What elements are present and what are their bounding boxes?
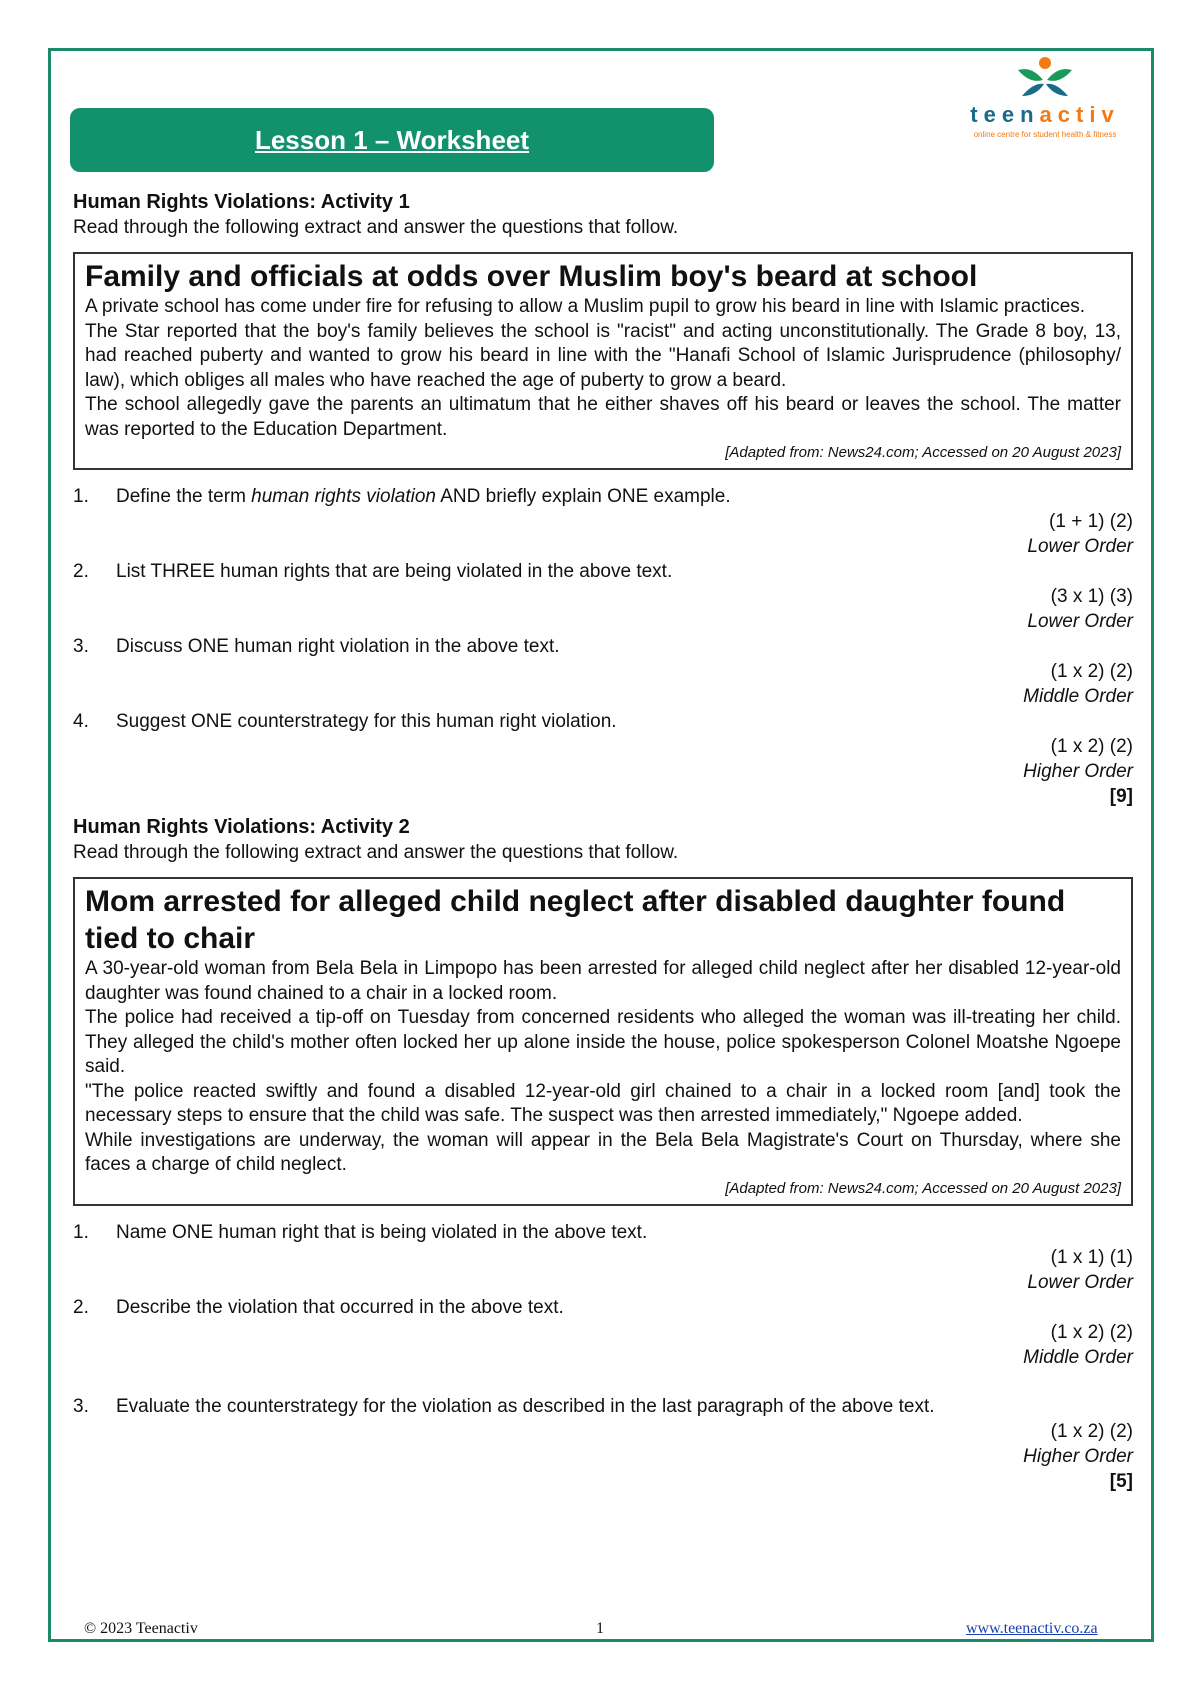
teenactiv-logo bbox=[944, 56, 1146, 139]
question-marks: (1 x 2) (2) bbox=[1050, 736, 1133, 757]
activity-2-title: Human Rights Violations: Activity 2 bbox=[73, 816, 410, 838]
question-marks: (3 x 1) (3) bbox=[1050, 586, 1133, 607]
extract-2-source: [Adapted from: News24.com; Accessed on 20 August 2023] bbox=[725, 1179, 1121, 1197]
lesson-title: Lesson 1 – Worksheet bbox=[254, 124, 530, 155]
question-order: Lower Order bbox=[1027, 536, 1133, 557]
footer-website-link[interactable]: www.teenactiv.co.za bbox=[966, 1620, 1098, 1637]
extract-2-headline: Mom arrested for alleged child neglect after disabled daughter found tied to chair bbox=[85, 885, 1066, 955]
question-order: Middle Order bbox=[1023, 1346, 1133, 1368]
question-order: Higher Order bbox=[1023, 1445, 1133, 1467]
question-item: 4. Suggest ONE counterstrategy for this human right violation. bbox=[73, 711, 617, 732]
question-marks: (1 x 2) (2) bbox=[1050, 661, 1133, 682]
lesson-title-banner bbox=[70, 108, 714, 172]
worksheet-content bbox=[73, 190, 1133, 1494]
question-order: Higher Order bbox=[1023, 761, 1133, 782]
activity-2-questions bbox=[73, 1220, 1133, 1494]
question-item: 1. Define the term human rights violation AND briefly explain ONE example. bbox=[73, 486, 731, 507]
extract-2-paragraph: A 30-year-old woman from Bela Bela in Limpopo has been arrested for alleged child neglect after her disabled 12-year-old daughter was found chained to a chair in a locked room. bbox=[85, 958, 1121, 1004]
question-marks: (1 x 2) (2) bbox=[1050, 1420, 1133, 1442]
footer-page-number: 1 bbox=[596, 1620, 604, 1637]
question-item: 3. Discuss ONE human right violation in the above text. bbox=[73, 636, 560, 657]
question-order: Middle Order bbox=[1023, 686, 1133, 707]
question-order: Lower Order bbox=[1027, 611, 1133, 632]
activity-2-instruction: Read through the following extract and answer the questions that follow. bbox=[73, 842, 679, 863]
extract-1-paragraph: A private school has come under fire for refusing to allow a Muslim pupil to grow his beard in line with Islamic practices. bbox=[85, 296, 1086, 317]
question-item: 2. List THREE human rights that are being violated in the above text. bbox=[73, 561, 673, 582]
question-item: 1. Name ONE human right that is being violated in the above text. bbox=[73, 1221, 648, 1243]
extract-1-source: [Adapted from: News24.com; Accessed on 20 August 2023] bbox=[725, 444, 1121, 461]
extract-1-paragraph: The Star reported that the boy's family believes the school is "racist" and acting unconstitutionally. The Grade 8 boy, 13, had reached puberty and wanted to grow his beard in line with the "Hanafi School of Islamic Jurisprudence (philosophy/ law), which obliges all males who have reached the age of puberty to grow a beard. bbox=[85, 320, 1121, 391]
activity-2-extract bbox=[73, 877, 1133, 1206]
logo-tagline: online centre for student health & fitness bbox=[973, 130, 1117, 139]
extract-2-paragraph: "The police reacted swiftly and found a disabled 12-year-old girl chained to a chair in a locked room [and] took the necessary steps to ensure that the child was safe. The suspect was then arrested immediately," Ngoepe added. bbox=[85, 1080, 1121, 1126]
activity-1-extract bbox=[73, 252, 1133, 470]
activity-1-total: [9] bbox=[1109, 786, 1133, 807]
question-marks: (1 x 2) (2) bbox=[1050, 1321, 1133, 1343]
activity-1-title: Human Rights Violations: Activity 1 bbox=[73, 191, 410, 213]
extract-1-paragraph: The school allegedly gave the parents an ultimatum that he either shaves off his beard or leaves the school. The matter was reported to the Education Department. bbox=[85, 394, 1121, 440]
question-order: Lower Order bbox=[1027, 1271, 1133, 1293]
question-marks: (1 + 1) (2) bbox=[1049, 511, 1133, 532]
activity-2-total: [5] bbox=[1109, 1470, 1133, 1492]
question-marks: (1 x 1) (1) bbox=[1050, 1246, 1133, 1268]
activity-1-instruction: Read through the following extract and answer the questions that follow. bbox=[73, 217, 679, 238]
logo-wordmark: teenactiv bbox=[970, 102, 1120, 127]
extract-2-paragraph: While investigations are underway, the woman will appear in the Bela Bela Magistrate's Court on Thursday, where she faces a charge of child neglect. bbox=[85, 1129, 1121, 1175]
question-item: 3. Evaluate the counterstrategy for the violation as described in the last paragraph of the above text. bbox=[73, 1395, 935, 1417]
extract-2-paragraph: The police had received a tip-off on Tuesday from concerned residents who alleged the woman was ill-treating her child. They alleged the child's mother often locked her up alone inside the house, police spokesperson Colonel Moatshe Ngoepe said. bbox=[85, 1007, 1121, 1077]
extract-1-headline: Family and officials at odds over Muslim boy's beard at school bbox=[85, 260, 978, 293]
activity-1-questions bbox=[73, 484, 1133, 809]
footer-copyright: © 2023 Teenactiv bbox=[84, 1620, 198, 1637]
people-logo-icon bbox=[944, 56, 1146, 102]
question-item: 2. Describe the violation that occurred in the above text. bbox=[73, 1296, 564, 1318]
